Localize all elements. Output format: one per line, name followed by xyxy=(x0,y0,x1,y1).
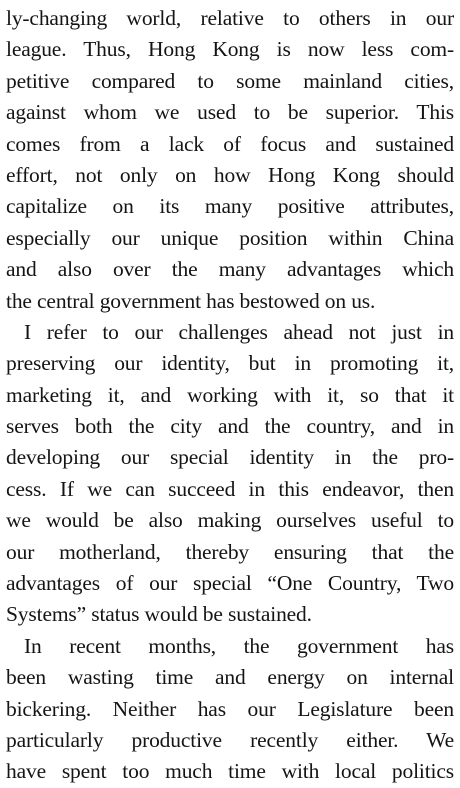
text-line: have spent too much time with local politics xyxy=(6,759,454,784)
text-line: Systems” status would be sustained. xyxy=(6,602,312,627)
text-line: bickering. Neither has our Legislature been xyxy=(6,696,454,721)
text-line: the central government has bestowed on us. xyxy=(6,288,376,313)
text-line: cess. If we can succeed in this endeavor, then xyxy=(6,476,454,501)
text-line: advantages of our special “One Country, Two xyxy=(6,571,454,596)
text-line: our motherland, thereby ensuring that the xyxy=(6,539,454,564)
text-line: particularly productive recently either. We xyxy=(6,727,454,752)
text-line: preserving our identity, but in promoting it, xyxy=(6,351,454,376)
text-line: against whom we used to be superior. This xyxy=(6,100,454,125)
paragraph-3 xyxy=(6,631,454,788)
paragraph-2 xyxy=(6,317,454,631)
text-line: I refer to our challenges ahead not just in xyxy=(24,319,454,344)
text-line: capitalize on its many positive attributes, xyxy=(6,194,454,219)
text-line: marketing it, and working with it, so that it xyxy=(6,382,454,407)
text-line: serves both the city and the country, and in xyxy=(6,414,454,439)
text-line: league. Thus, Hong Kong is now less com- xyxy=(6,37,454,62)
text-line: developing our special identity in the pro- xyxy=(6,445,454,470)
paragraph-1 xyxy=(6,3,454,317)
text-line: effort, not only on how Hong Kong should xyxy=(6,162,454,187)
text-line: comes from a lack of focus and sustained xyxy=(6,131,454,156)
text-line: petitive compared to some mainland cities, xyxy=(6,68,454,93)
text-line: In recent months, the government has xyxy=(24,633,454,658)
text-line: been wasting time and energy on internal xyxy=(6,665,454,690)
text-line: and also over the many advantages which xyxy=(6,257,454,282)
text-line: we would be also making ourselves useful to xyxy=(6,508,454,533)
text-line: especially our unique position within China xyxy=(6,225,454,250)
text-line: ly-changing world, relative to others in our xyxy=(6,6,454,30)
